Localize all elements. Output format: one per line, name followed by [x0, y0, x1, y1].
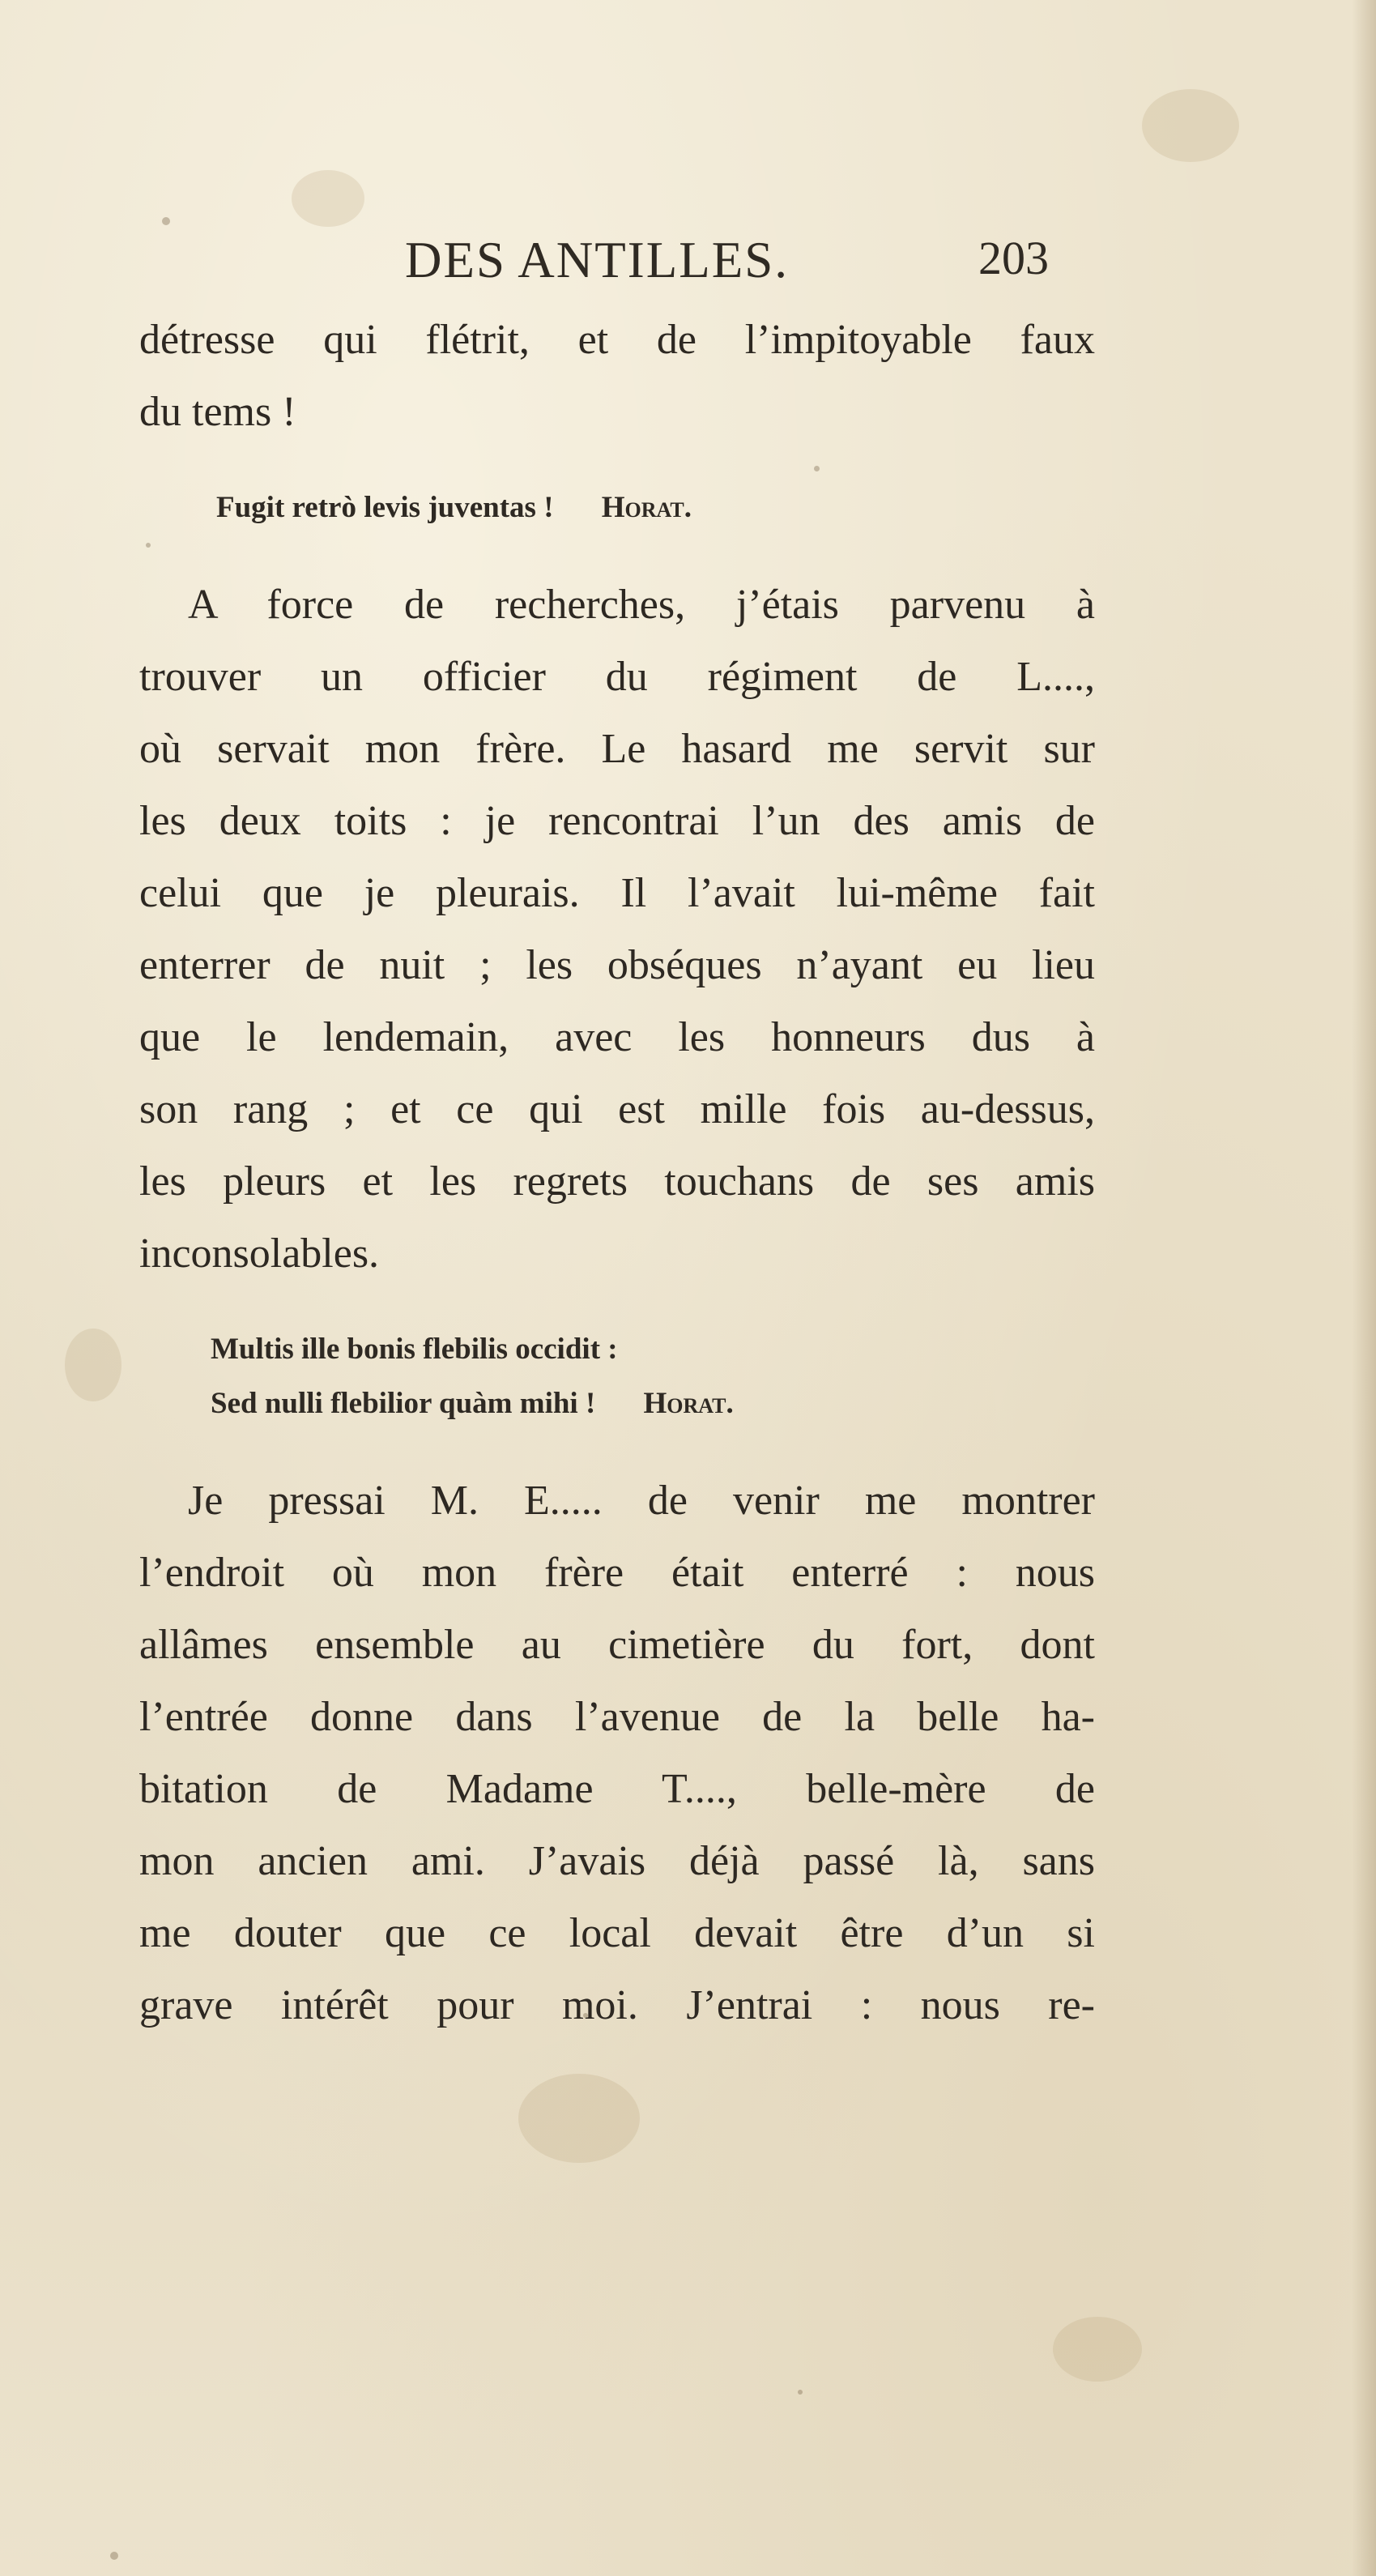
text-line: où servait mon frère. Le hasard me servit sur	[139, 726, 1095, 772]
text-line: du tems !	[139, 389, 296, 435]
text-line: grave intérêt pour moi. J’entrai : nous re-	[139, 1982, 1095, 2028]
quote-line: Multis ille bonis flebilis occidit :	[211, 1333, 618, 1366]
text-line: mon ancien ami. J’avais déjà passé là, sans	[139, 1838, 1095, 1884]
text-line: son rang ; et ce qui est mille fois au-dessus,	[139, 1086, 1095, 1132]
text-line: trouver un officier du régiment de L....,	[139, 654, 1095, 700]
page-number: 203	[978, 232, 1049, 284]
paper-speck	[798, 2390, 803, 2395]
paper-speck	[162, 217, 170, 225]
paragraph	[139, 569, 1111, 1290]
page-header	[139, 231, 1111, 304]
foxing-stain	[292, 170, 364, 227]
foxing-stain	[1053, 2317, 1142, 2382]
text-line: enterrer de nuit ; les obséques n’ayant eu lieu	[139, 942, 1095, 988]
quote-author: Horat.	[601, 491, 692, 524]
text-line: inconsolables.	[139, 1230, 380, 1277]
text-line: A force de recherches, j’étais parvenu à	[188, 582, 1095, 628]
text-line: celui que je pleurais. Il l’avait lui-même fait	[139, 870, 1095, 916]
paragraph-continuation	[139, 304, 1111, 448]
foxing-stain	[65, 1329, 121, 1401]
text-block	[139, 231, 1111, 2041]
foxing-stain	[518, 2074, 640, 2163]
text-line: les deux toits : je rencontrai l’un des amis de	[139, 798, 1095, 844]
quote-text: Fugit retrò levis juventas !	[216, 491, 554, 524]
latin-quote	[139, 480, 1111, 535]
paragraph	[139, 1465, 1111, 2041]
text-line: l’entrée donne dans l’avenue de la belle ha-	[139, 1694, 1095, 1740]
text-line: détresse qui flétrit, et de l’impitoyable faux	[139, 317, 1095, 363]
running-head: DES ANTILLES.	[405, 232, 789, 288]
foxing-stain	[1142, 89, 1239, 162]
text-line: allâmes ensemble au cimetière du fort, dont	[139, 1622, 1095, 1668]
text-line: l’endroit où mon frère était enterré : nous	[139, 1550, 1095, 1596]
text-line: les pleurs et les regrets touchans de ses amis	[139, 1158, 1095, 1205]
paper-speck	[110, 2552, 118, 2560]
page-edge-shadow	[1352, 0, 1376, 2576]
text-line: bitation de Madame T...., belle-mère de	[139, 1766, 1095, 1812]
text-line: que le lendemain, avec les honneurs dus à	[139, 1014, 1095, 1060]
quote-text: Sed nulli flebilior quàm mihi !	[211, 1387, 596, 1420]
text-line: me douter que ce local devait être d’un si	[139, 1910, 1095, 1956]
quote-author: Horat.	[643, 1387, 734, 1420]
latin-quote	[139, 1322, 1111, 1431]
quote-line	[139, 1376, 1111, 1431]
text-line: Je pressai M. E..... de venir me montrer	[188, 1478, 1095, 1524]
